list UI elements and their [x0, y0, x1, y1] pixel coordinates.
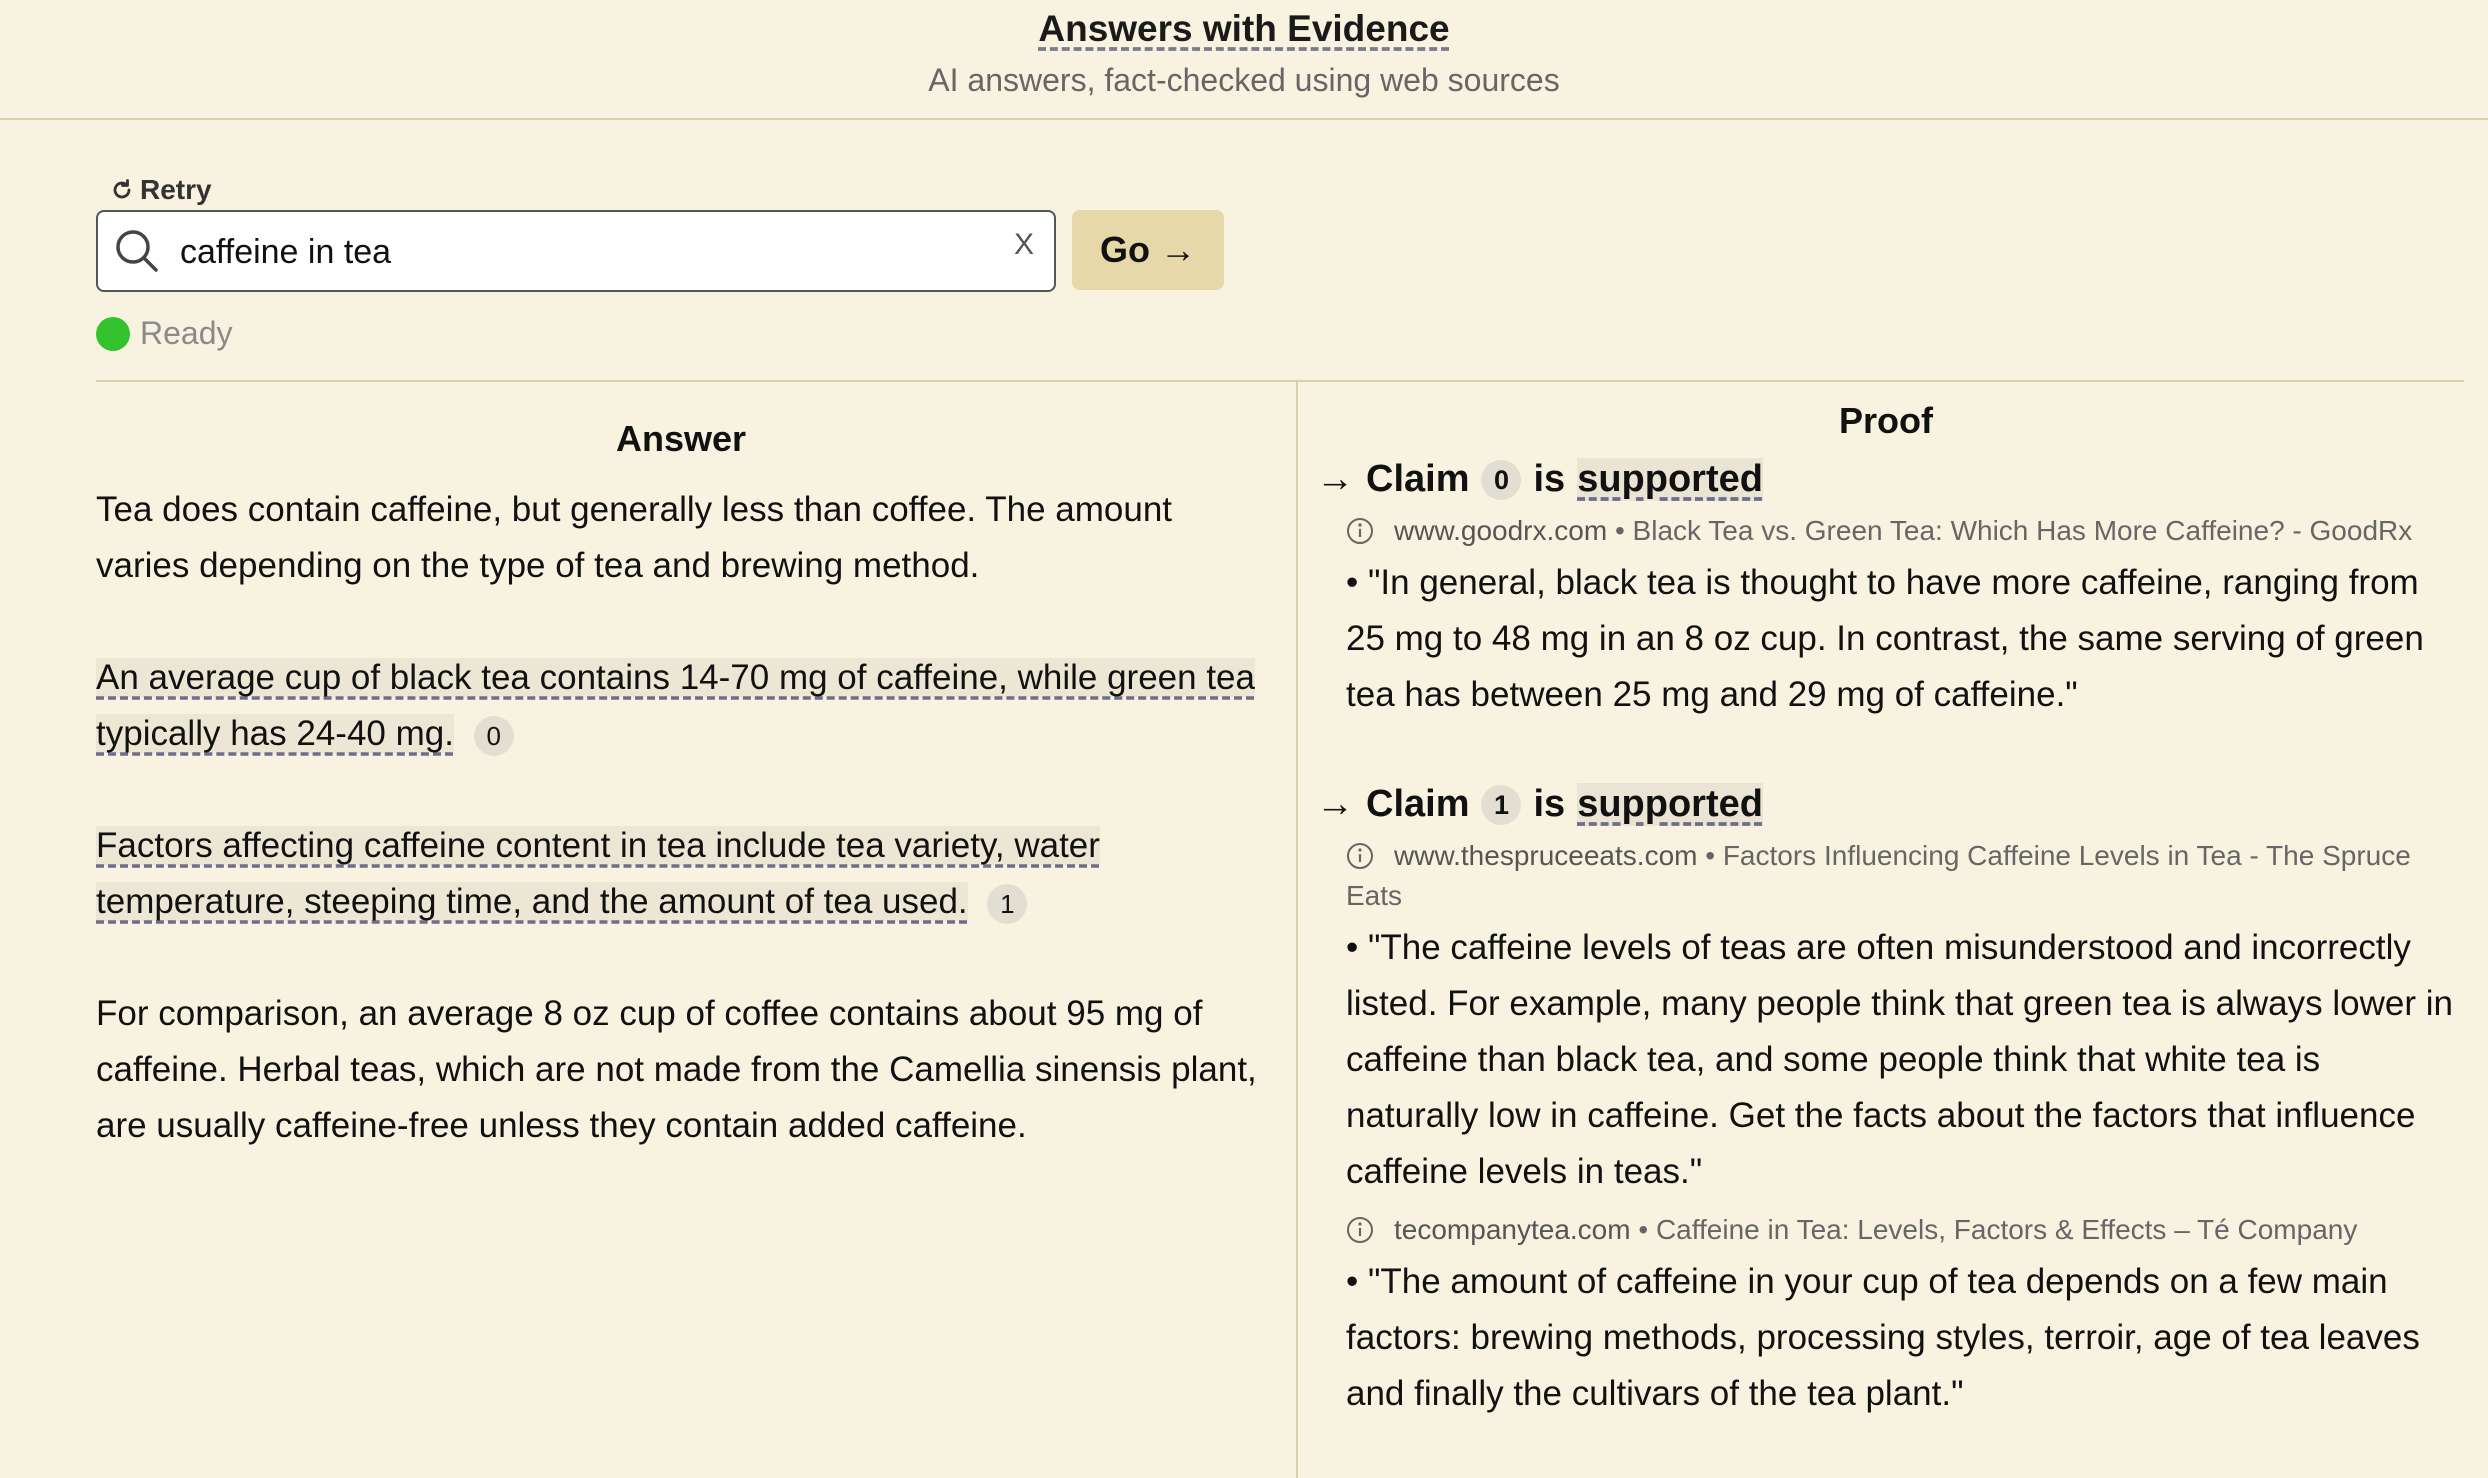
proof-title: Proof — [1839, 400, 1933, 441]
answer-paragraph — [96, 818, 1266, 930]
status-label: Ready — [140, 315, 233, 351]
status-indicator — [96, 315, 233, 352]
answer-title: Answer — [615, 418, 747, 459]
search-input[interactable] — [178, 224, 982, 280]
info-icon[interactable] — [1346, 517, 1374, 545]
search-icon — [114, 228, 160, 274]
go-button[interactable]: Go → — [1072, 210, 1224, 290]
answer-paragraph: Tea does contain caffeine, but generally less than coffee. The amount varies depending on the type of tea and brewing method. — [96, 490, 1173, 585]
app-header — [0, 0, 2488, 120]
claim-heading — [1316, 783, 2456, 826]
app-title[interactable]: Answers with Evidence — [1038, 8, 1450, 49]
claim-0-text[interactable]: An average cup of black tea contains 14-70 mg of caffeine, while green tea typically has 24-40 mg. — [96, 658, 1255, 753]
arrow-right-icon: → — [1316, 783, 1354, 825]
claim-0-badge[interactable]: 0 — [474, 716, 514, 756]
claim-index-badge[interactable]: 1 — [1481, 785, 1521, 825]
claim-1-text[interactable]: Factors affecting caffeine content in tea include tea variety, water temperature, steeping time, and the amount of tea used. — [96, 826, 1100, 921]
answer-panel — [96, 418, 1266, 1210]
source-title: • Factors Influencing Caffeine Levels in Tea - The Spruce Eats — [1346, 840, 2411, 911]
source-citation[interactable] — [1346, 836, 2456, 916]
claim-verb: is — [1533, 783, 1566, 825]
source-citation[interactable] — [1346, 1210, 2456, 1250]
source-domain: www.goodrx.com — [1394, 515, 1608, 546]
source-title: • Black Tea vs. Green Tea: Which Has More Caffeine? - GoodRx — [1607, 515, 2413, 546]
search-box[interactable] — [96, 210, 1056, 292]
arrow-right-icon: → — [1316, 458, 1354, 500]
claim-heading — [1316, 458, 2456, 501]
status-dot-icon — [96, 317, 130, 351]
retry-button[interactable] — [110, 174, 212, 206]
info-icon[interactable] — [1346, 842, 1374, 870]
proof-claim-0 — [1316, 458, 2456, 723]
retry-label: Retry — [140, 174, 212, 205]
claim-1-badge[interactable]: 1 — [987, 884, 1027, 924]
claim-label: Claim — [1366, 458, 1470, 500]
claim-label: Claim — [1366, 783, 1470, 825]
horizontal-divider — [96, 380, 2464, 382]
claim-status[interactable]: supported — [1577, 783, 1763, 825]
claim-index-badge[interactable]: 0 — [1481, 460, 1521, 500]
answer-paragraph: For comparison, an average 8 oz cup of coffee contains about 95 mg of caffeine. Herbal teas, which are not made from the Camellia sinensis plant, are usually caffeine-free unless they contain added caffeine. — [96, 994, 1257, 1145]
source-quote: • "The caffeine levels of teas are often misunderstood and incorrectly listed. For example, many people think that green tea is always lower in caffeine than black tea, and some people think that white tea is naturally low in caffeine. Get the facts about the factors that influence caffeine levels in teas." — [1346, 928, 2453, 1191]
claim-verb: is — [1533, 458, 1566, 500]
proof-claim-1 — [1316, 783, 2456, 1422]
clear-search-button[interactable]: X — [1013, 228, 1034, 261]
source-title: • Caffeine in Tea: Levels, Factors & Effects – Té Company — [1630, 1214, 2358, 1245]
source-quote: • "The amount of caffeine in your cup of tea depends on a few main factors: brewing methods, processing styles, terroir, age of tea leaves and finally the cultivars of the tea plant." — [1346, 1262, 2420, 1413]
info-icon[interactable] — [1346, 1216, 1374, 1244]
vertical-divider — [1296, 381, 1298, 1478]
source-quote: • "In general, black tea is thought to have more caffeine, ranging from 25 mg to 48 mg in an 8 oz cup. In contrast, the same serving of green tea has between 25 mg and 29 mg of caffeine." — [1346, 563, 2424, 714]
app-subtitle: AI answers, fact-checked using web sources — [928, 62, 1560, 98]
refresh-icon — [110, 178, 134, 202]
claim-status[interactable]: supported — [1577, 458, 1763, 500]
source-domain: www.thespruceeats.com — [1394, 840, 1698, 871]
answer-paragraph — [96, 650, 1266, 762]
source-domain: tecompanytea.com — [1394, 1214, 1631, 1245]
proof-panel — [1316, 400, 2456, 1422]
source-citation[interactable] — [1346, 511, 2456, 551]
